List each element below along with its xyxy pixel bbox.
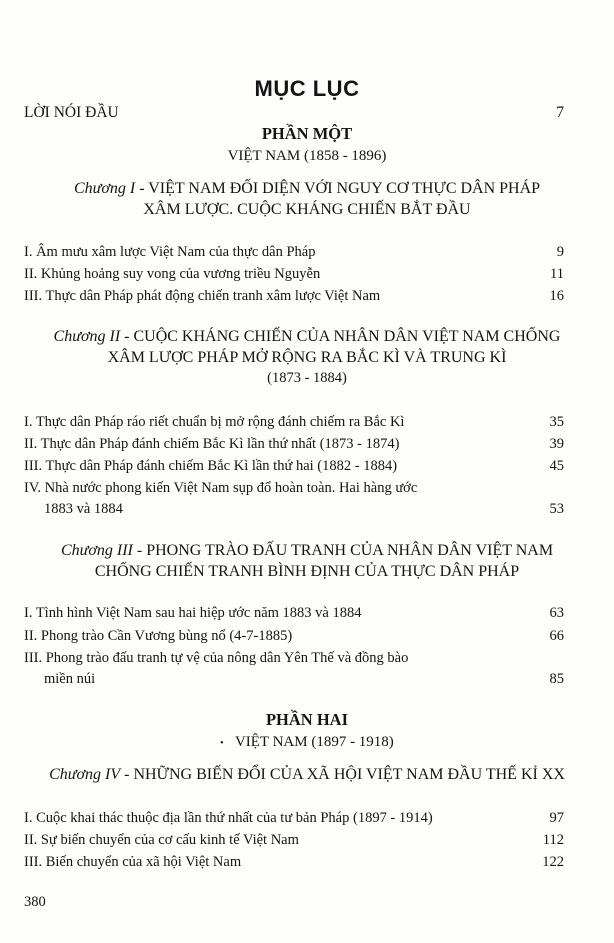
toc-entry-text: III. Biến chuyển của xã hội Việt Nam [24,854,242,870]
intro-page-number: 7 [556,104,564,121]
chapter-2-title: - CUỘC KHÁNG CHIẾN CỦA NHÂN DÂN VIỆT NAM CHỐNG [120,328,561,345]
toc-entry-text: III. Thực dân Pháp đánh chiếm Bắc Kì lần thứ hai (1882 - 1884) [24,458,398,474]
toc-entry-text: IV. Nhà nước phong kiến Việt Nam sụp đổ hoàn toàn. Hai hàng ước [24,480,418,496]
toc-entry-text: III. Thực dân Pháp phát động chiến tranh xâm lược Việt Nam [24,288,381,304]
toc-entry-text: III. Phong trào đấu tranh tự vệ của nông dân Yên Thế và đồng bào [24,650,409,666]
toc-entry-page: 112 [542,832,564,848]
part-two-subtitle-text: VIỆT NAM (1897 - 1918) [234,734,394,750]
part-one-title: PHẦN MỘT [261,124,353,143]
toc-entry[interactable] [24,478,564,522]
chapter-2-years: (1873 - 1884) [267,370,347,386]
toc-entry-text: II. Phong trào Cần Vương bùng nổ (4-7-1885) [24,628,293,644]
chapter-1-line1 [0,178,614,199]
chapter-3-heading [0,540,614,582]
page-title: MỤC LỤC [254,76,360,101]
part-one-subtitle: VIỆT NAM (1858 - 1896) [227,148,387,164]
chapter-2-number: Chương II [53,328,121,345]
chapter-4-number: Chương IV [49,766,121,783]
chapter-4-line1 [0,764,614,785]
toc-entry-text-continued: 1883 và 1884 [44,501,123,517]
toc-entry-page: 39 [549,436,564,452]
toc-entry-text: II. Khủng hoảng suy vong của vương triều Nguyễn [24,266,321,282]
chapter-4-heading [0,764,614,785]
part-two-title: PHẦN HAI [265,710,349,729]
toc-entry-page: 35 [549,414,564,430]
chapter-3-line1 [0,540,614,561]
toc-entry-text: II. Sự biến chuyển của cơ cấu kinh tế Việt Nam [24,832,299,848]
toc-entry-page: 122 [542,854,564,870]
intro-label: LỜI NÓI ĐẦU [24,104,119,121]
toc-entry-text: I. Âm mưu xâm lược Việt Nam của thực dân Pháp [24,244,316,260]
chapter-3-line2: CHỐNG CHIẾN TRANH BÌNH ĐỊNH CỦA THỰC DÂN PHÁP [94,563,520,580]
toc-entry-page: 53 [549,501,564,517]
toc-entry[interactable] [24,648,564,692]
chapter-3-number: Chương III [60,542,133,559]
toc-entry-page: 85 [549,671,564,687]
chapter-4-title: - NHỮNG BIẾN ĐỔI CỦA XÃ HỘI VIỆT NAM ĐẦU THẾ KỈ XX [120,766,565,783]
toc-entry-page: 63 [549,605,564,621]
chapter-2-line1 [0,326,614,347]
chapter-1-title: - VIỆT NAM ĐỐI DIỆN VỚI NGUY CƠ THỰC DÂN PHÁP [135,180,541,197]
chapter-3-title: - PHONG TRÀO ĐẤU TRANH CỦA NHÂN DÂN VIỆT NAM [132,542,554,559]
chapter-2-line2: XÂM LƯỢC PHÁP MỞ RỘNG RA BẮC KÌ VÀ TRUNG KÌ [107,349,507,366]
chapter-1-line2: XÂM LƯỢC. CUỘC KHÁNG CHIẾN BẮT ĐẦU [143,201,471,218]
toc-entry-page: 11 [550,266,564,282]
toc-entry-text: I. Thực dân Pháp ráo riết chuẩn bị mở rộng đánh chiếm ra Bắc Kì [24,414,405,430]
toc-entry-text: II. Thực dân Pháp đánh chiếm Bắc Kì lần thứ nhất (1873 - 1874) [24,436,400,452]
toc-entry-page: 16 [549,288,564,304]
toc-entry-page: 45 [549,458,564,474]
toc-entry-text: I. Tình hình Việt Nam sau hai hiệp ước năm 1883 và 1884 [24,605,362,621]
toc-entry-page: 97 [549,810,564,826]
chapter-1-heading [0,178,614,220]
chapter-1-number: Chương I [73,180,136,197]
part-two-subtitle [0,734,614,751]
toc-entry-text: I. Cuộc khai thác thuộc địa lần thứ nhất của tư bản Pháp (1897 - 1914) [24,810,433,826]
toc-entry-text-continued: miền núi [44,671,96,687]
toc-entry-page: 66 [549,628,564,644]
footer-page-number: 380 [24,894,46,910]
chapter-2-heading [0,326,614,389]
bullet-dot: • [220,738,224,749]
toc-entry-page: 9 [556,244,564,260]
